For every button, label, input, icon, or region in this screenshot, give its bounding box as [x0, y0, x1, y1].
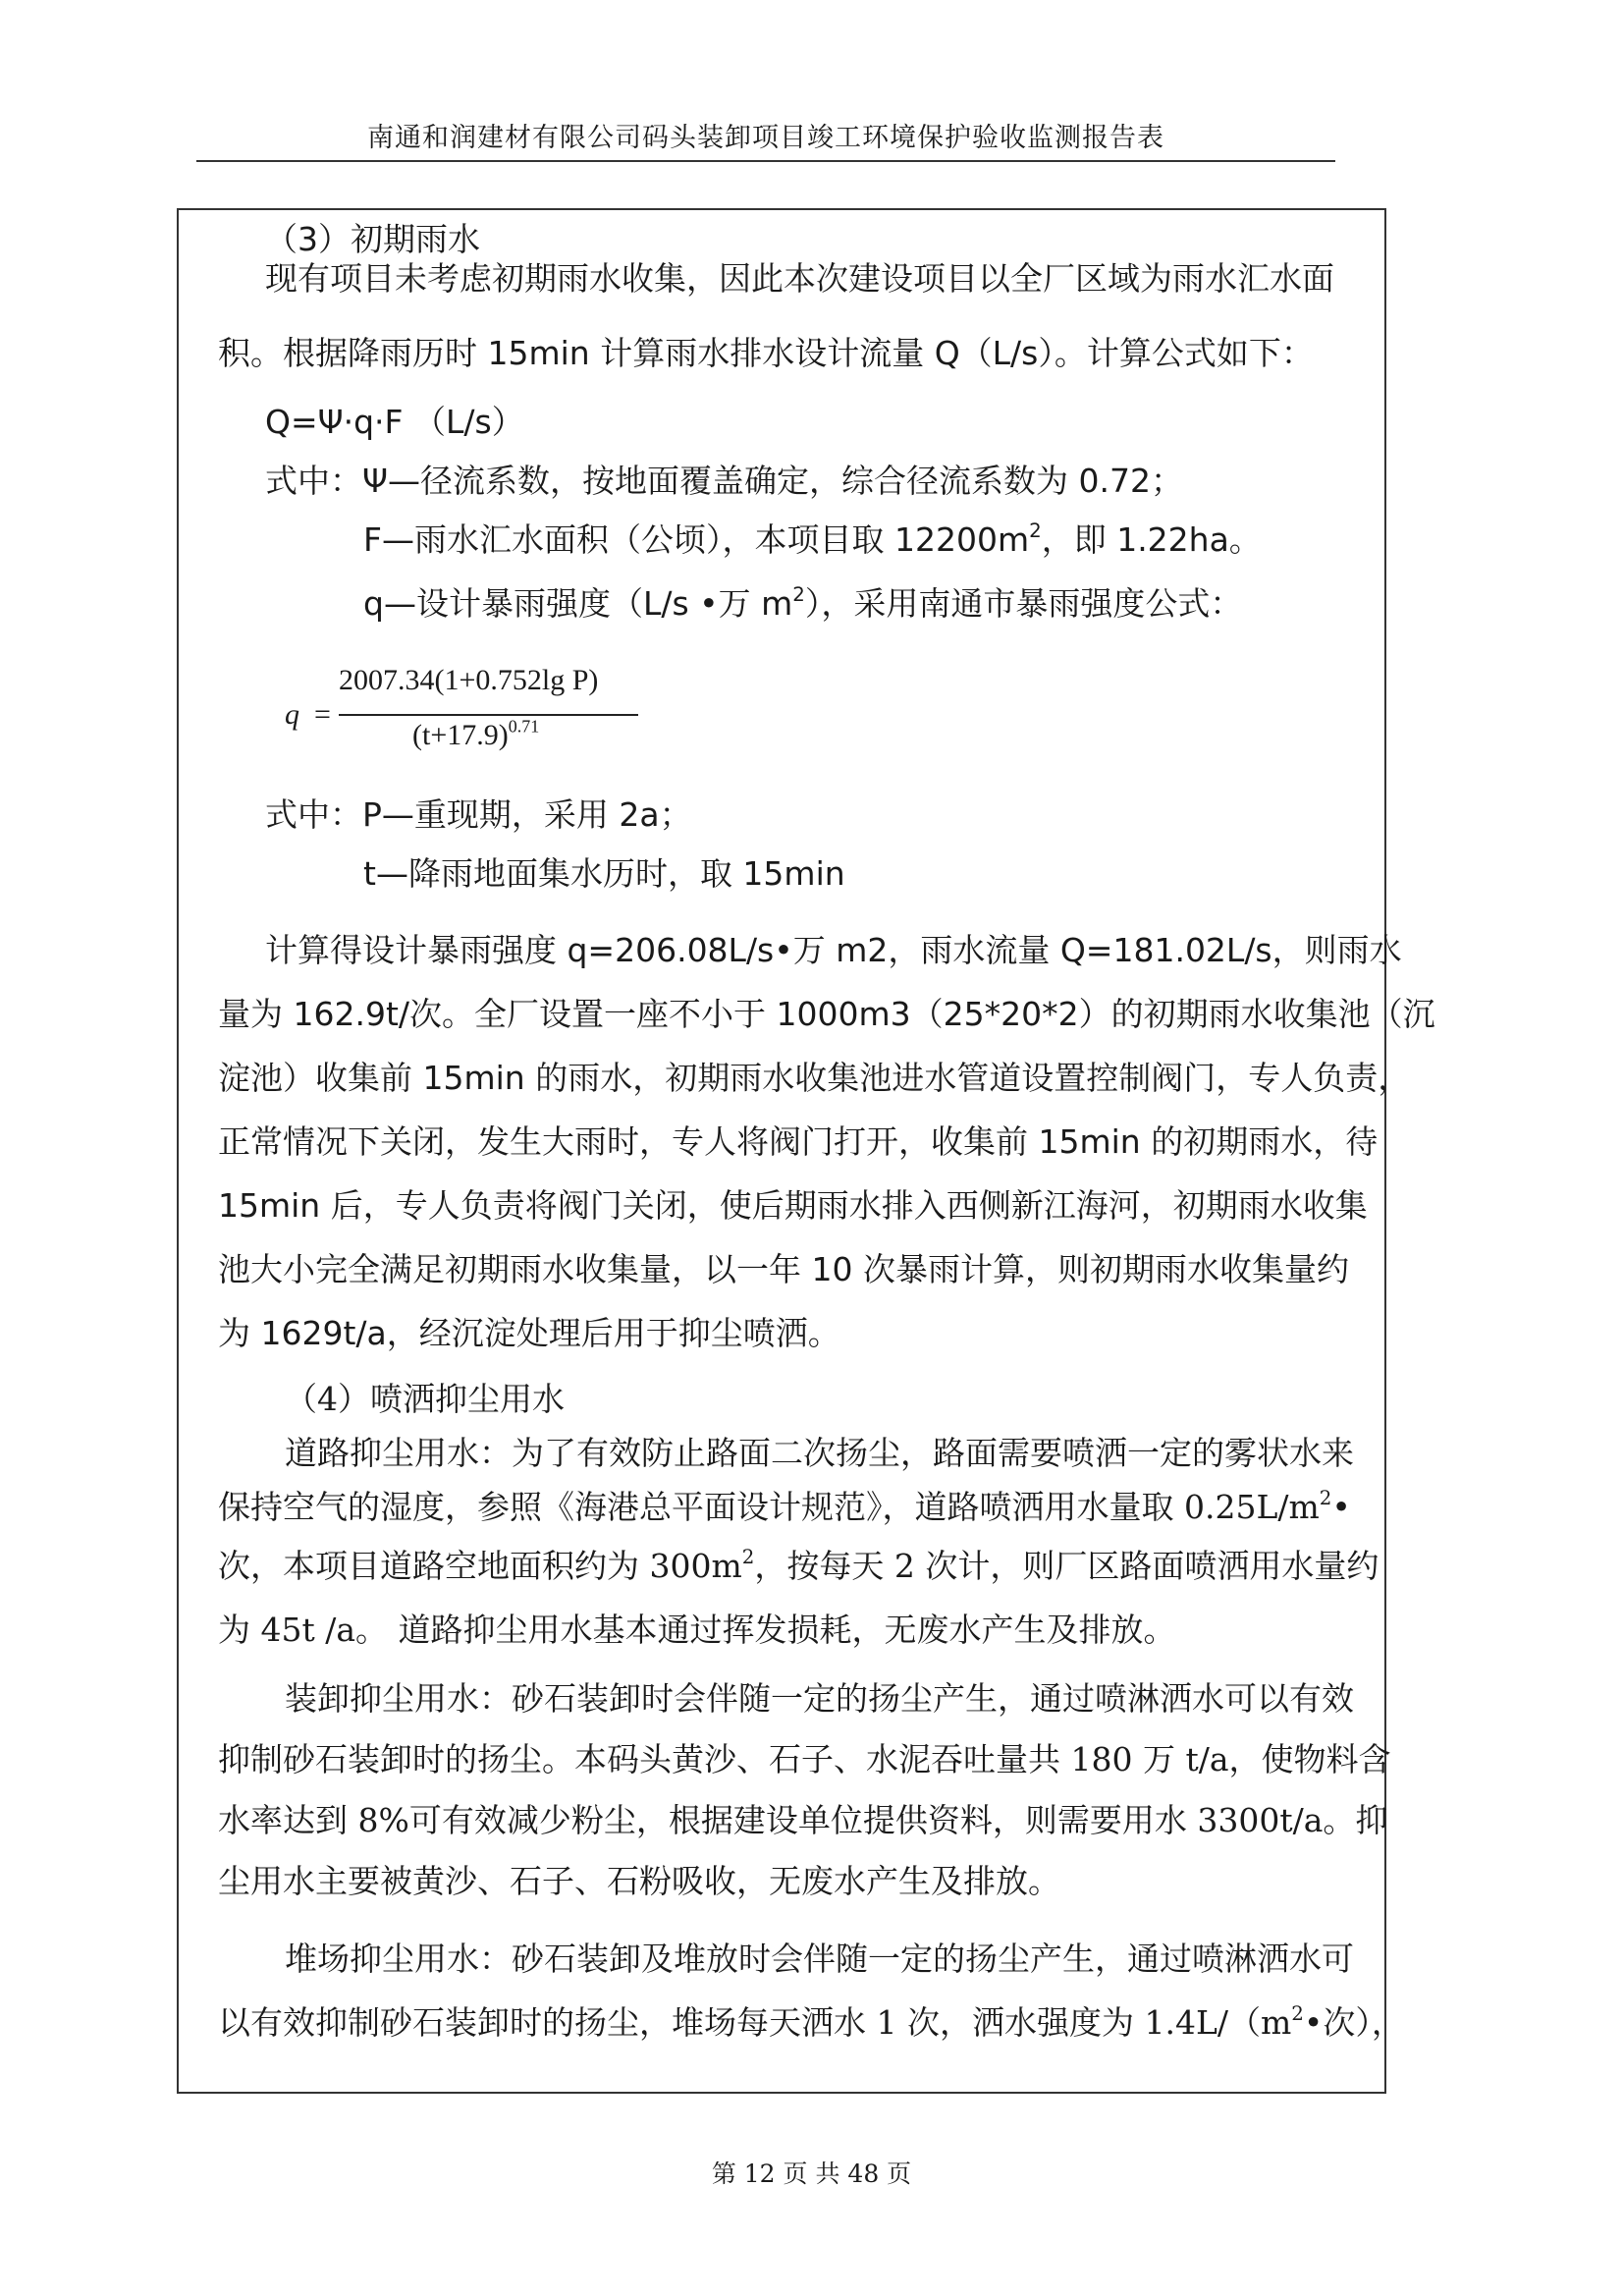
paragraph-line: 保持空气的湿度，参照《海港总平面设计规范》，道路喷洒用水量取 $0.25L/m^2•$: [218, 1487, 1351, 1526]
paragraph-line: 式中：Ψ—径流系数，按地面覆盖确定，综合径流系数为 0.72；: [265, 462, 1183, 500]
formula-denominator: $(t+17.9)^{0.71}$: [412, 716, 540, 751]
paragraph-line: 为 1629t/a，经沉淀处理后用于抑尘喷洒。: [218, 1314, 840, 1352]
paragraph-line: 道路抑尘用水：为了有效防止路面二次扬尘，路面需要喷洒一定的雾状水来: [285, 1434, 1354, 1472]
paragraph-line: q—设计暴雨强度（L/s •万 $m^2$），采用南通市暴雨强度公式：: [363, 583, 1243, 623]
formula-numerator: 2007.34(1+0.752lg P): [339, 664, 599, 696]
paragraph-line: 装卸抑尘用水：砂石装卸时会伴随一定的扬尘产生，通过喷淋洒水可以有效: [285, 1679, 1354, 1718]
paragraph-line: 计算得设计暴雨强度 q=206.08L/s•万 m2，雨水流量 Q=181.02L/s，则雨水: [265, 931, 1402, 969]
paragraph-line: 以有效抑制砂石装卸时的扬尘，堆场每天洒水 1 次，洒水强度为 $1.4L/(m^2•$次），: [218, 2002, 1404, 2042]
paragraph-line: 次，本项目道路空地面积约为 $300m^2$，按每天 2 次计，则厂区路面喷洒用水量约: [218, 1546, 1380, 1585]
paragraph-line: 淀池）收集前 15min 的雨水，初期雨水收集池进水管道设置控制阀门，专人负责，: [218, 1059, 1411, 1097]
paragraph-line: 15min 后，专人负责将阀门关闭，使后期雨水排入西侧新江海河，初期雨水收集: [218, 1186, 1368, 1225]
paragraph-line: 堆场抑尘用水：砂石装卸及堆放时会伴随一定的扬尘产生，通过喷淋洒水可: [285, 1940, 1354, 1978]
paragraph-line: t—降雨地面集水历时，取 15min: [363, 854, 845, 893]
paragraph-line: 为 45t /a。 道路抑尘用水基本通过挥发损耗，无废水产生及排放。: [218, 1611, 1176, 1649]
paragraph-line: 水率达到 8%可有效减少粉尘，根据建设单位提供资料，则需要用水 3300t/a。抑: [218, 1801, 1388, 1839]
paragraph-line: 尘用水主要被黄沙、石子、石粉吸收，无废水产生及排放。: [218, 1862, 1060, 1900]
flow-formula: Q=Ψ·q·F （L/s）: [265, 403, 524, 441]
section-heading-dust-water: （4）喷洒抑尘用水: [285, 1380, 565, 1418]
formula-lhs: q: [285, 698, 299, 731]
section-heading-initial-rainwater: （3）初期雨水: [265, 220, 480, 258]
header-rule: [196, 160, 1335, 162]
page-header-title: 南通和润建材有限公司码头装卸项目竣工环境保护验收监测报告表: [367, 123, 1164, 153]
paragraph-line: 池大小完全满足初期雨水收集量，以一年 10 次暴雨计算，则初期雨水收集量约: [218, 1250, 1349, 1288]
fraction-bar: [339, 714, 638, 716]
formula-equals: =: [314, 698, 331, 731]
paragraph-line: 正常情况下关闭，发生大雨时，专人将阀门打开，收集前 15min 的初期雨水，待: [218, 1122, 1379, 1161]
paragraph-line: F—雨水汇水面积（公顷），本项目取 $12200m^2$，即 1.22ha。: [363, 519, 1262, 559]
paragraph-line: 抑制砂石装卸时的扬尘。本码头黄沙、石子、水泥吞吐量共 180 万 t/a，使物料含: [218, 1740, 1391, 1778]
rainstorm-intensity-formula: [285, 664, 677, 762]
paragraph-line: 量为 162.9t/次。全厂设置一座不小于 1000m3（25*20*2）的初期雨水收集池（沉: [218, 995, 1435, 1033]
paragraph-line: 现有项目未考虑初期雨水收集，因此本次建设项目以全厂区域为雨水汇水面: [265, 259, 1334, 298]
paragraph-line: 积。根据降雨历时 15min 计算雨水排水设计流量 Q（L/s）。计算公式如下：: [218, 334, 1314, 372]
page-number: 第 12 页 共 48 页: [711, 2159, 912, 2188]
paragraph-line: 式中：P—重现期，采用 2a；: [265, 795, 692, 834]
